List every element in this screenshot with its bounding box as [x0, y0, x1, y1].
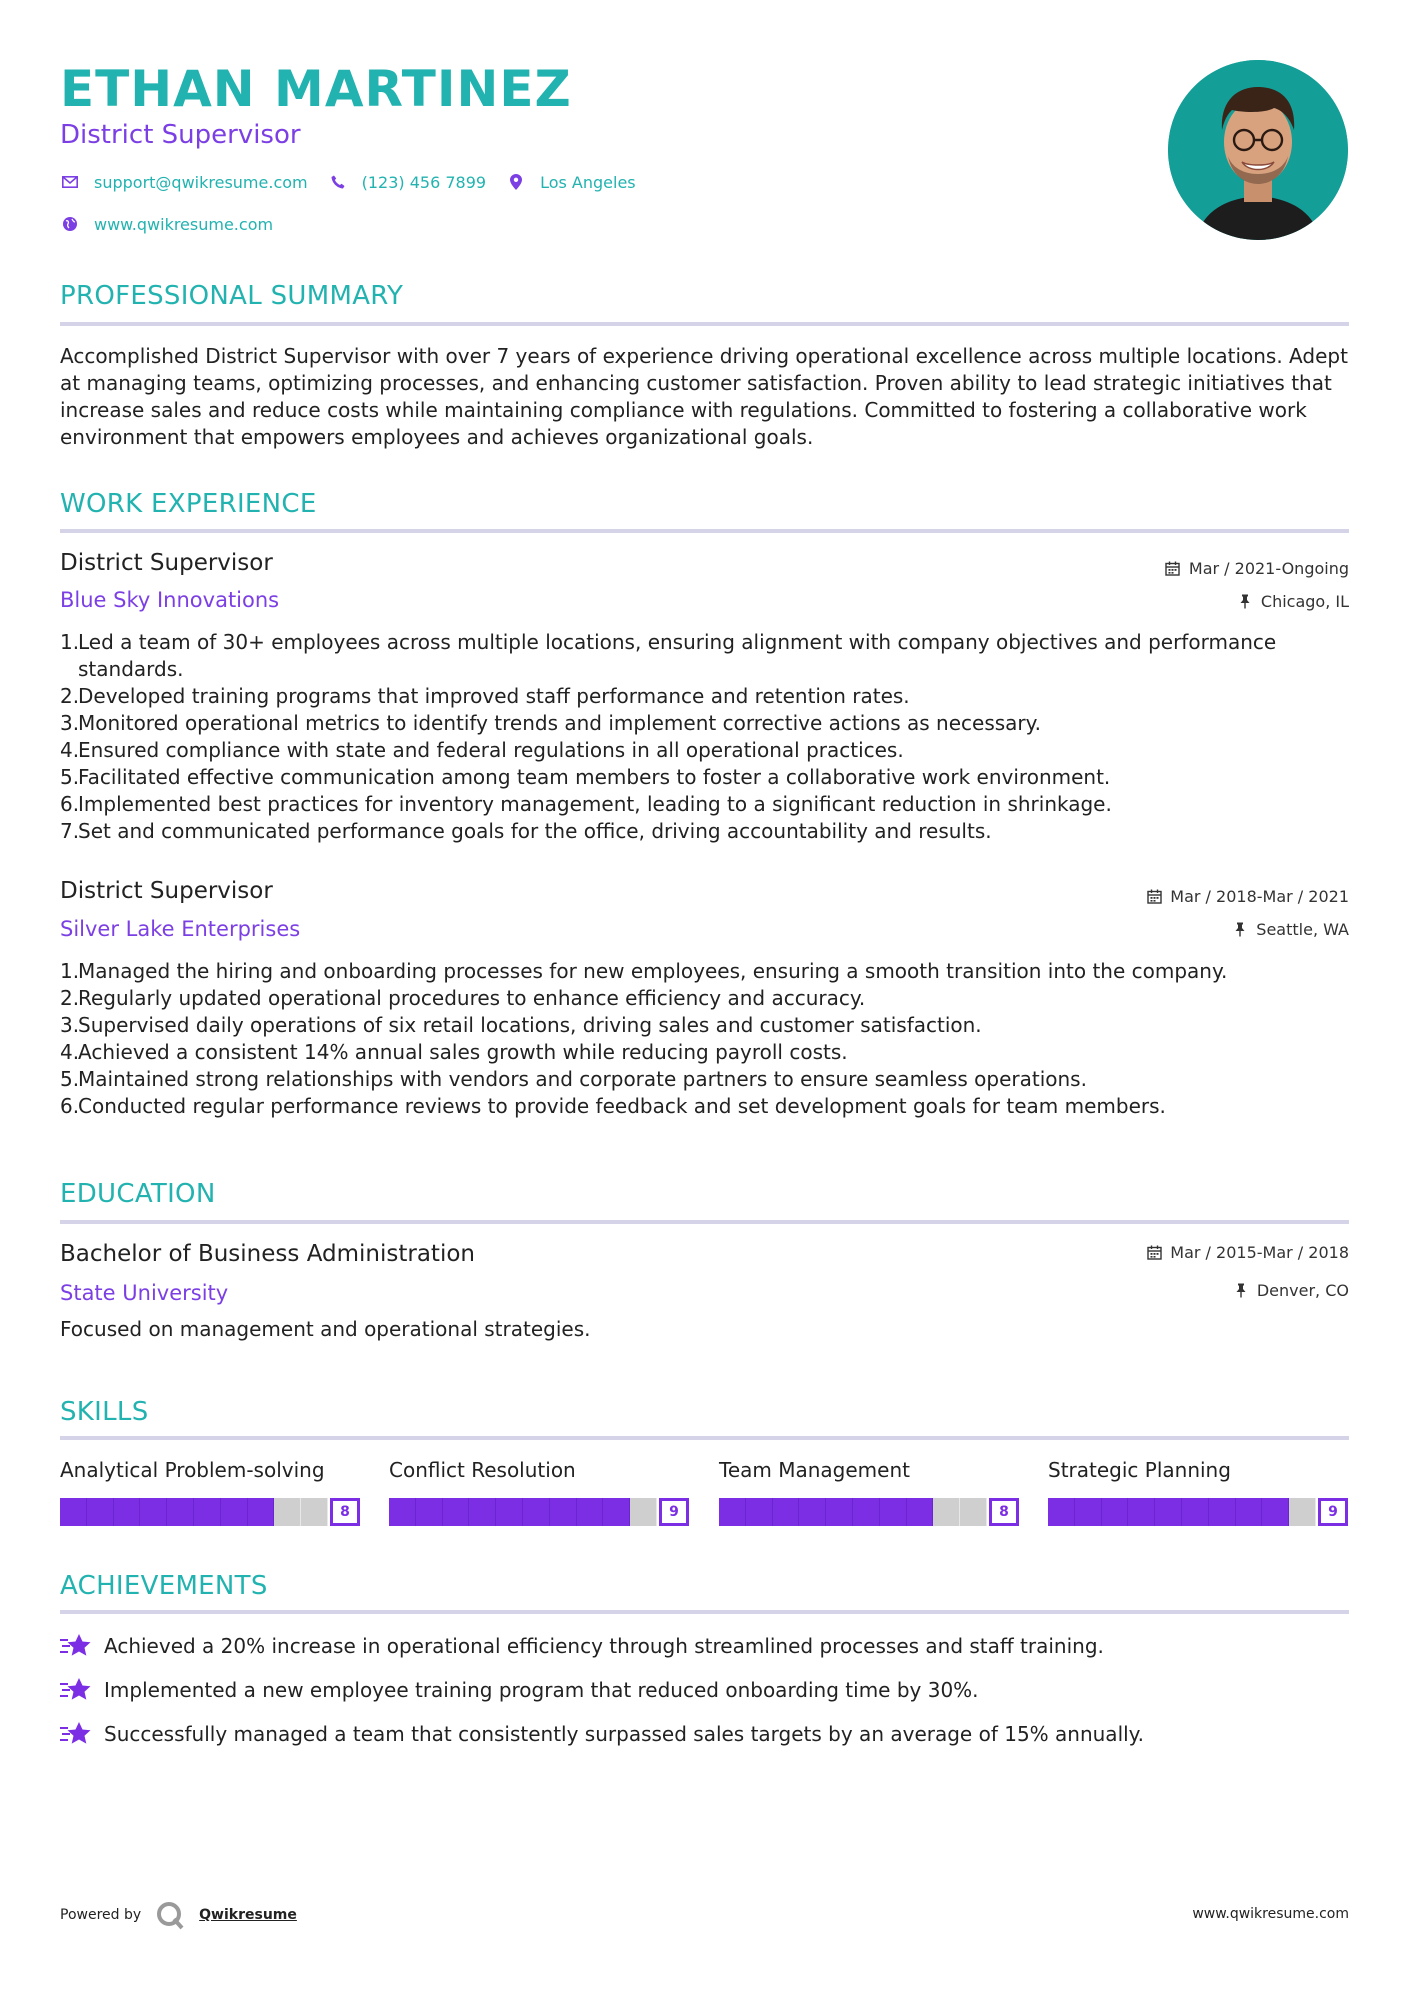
list-item: 1. Led a team of 30+ employees across multiple locations, ensuring alignment with company objectives and performance standards. [60, 630, 1277, 681]
list-item: 3. Monitored operational metrics to identify trends and implement corrective actions as necessary. [60, 711, 1041, 735]
skill-level-segment [1102, 1498, 1129, 1526]
education-title: EDUCATION [60, 1179, 216, 1209]
profile-photo [1168, 60, 1348, 240]
list-item: 4. Achieved a consistent 14% annual sales growth while reducing payroll costs. [60, 1040, 848, 1064]
location-pin-icon [506, 172, 526, 192]
experience-divider [60, 529, 1349, 533]
list-item: 1. Managed the hiring and onboarding processes for new employees, ensuring a smooth transition into the company. [60, 959, 1228, 983]
phone-text: (123) 456 7899 [361, 172, 487, 192]
phone-icon [328, 172, 348, 192]
experience-title: WORK EXPERIENCE [60, 489, 317, 519]
candidate-name: ETHAN MARTINEZ [60, 60, 572, 118]
star-icon [60, 1676, 92, 1704]
skill-level-segment [248, 1498, 275, 1526]
skill-level-segment [140, 1498, 167, 1526]
job-2-dates-text: Mar / 2018-Mar / 2021 [1170, 887, 1349, 906]
achievement-item [60, 1632, 1104, 1660]
skill-item [60, 1458, 360, 1526]
list-item: 2. Developed training programs that improved staff performance and retention rates. [60, 684, 910, 708]
job-1-bullets [60, 629, 1349, 845]
star-icon [60, 1632, 92, 1660]
skill-item [719, 1458, 1019, 1526]
job-2-bullets [60, 958, 1349, 1120]
candidate-role: District Supervisor [60, 120, 301, 150]
contact-location [506, 172, 636, 192]
contact-website[interactable] [60, 214, 273, 234]
skill-level-segment [416, 1498, 443, 1526]
skill-level-segment [773, 1498, 800, 1526]
skill-level-segment [301, 1498, 328, 1526]
summary-title: PROFESSIONAL SUMMARY [60, 281, 404, 311]
education-description: Focused on management and operational strategies. [60, 1317, 591, 1341]
list-item: 5. Maintained strong relationships with vendors and corporate partners to ensure seamless operations. [60, 1067, 1087, 1091]
skills-title: SKILLS [60, 1397, 149, 1427]
skill-level-segment [389, 1498, 416, 1526]
skill-score: 9 [659, 1498, 689, 1526]
skill-level-segment [1155, 1498, 1182, 1526]
footer-powered-by [60, 1900, 297, 1930]
skill-level-segment [221, 1498, 248, 1526]
skills-divider [60, 1436, 1349, 1440]
skill-score: 8 [330, 1498, 360, 1526]
job-1-dates [1165, 559, 1349, 578]
skill-level-segment [87, 1498, 114, 1526]
location-text: Los Angeles [540, 172, 636, 192]
skill-name: Strategic Planning [1048, 1458, 1231, 1482]
skill-level-segment [1128, 1498, 1155, 1526]
skill-level-segment [550, 1498, 577, 1526]
skill-level-segment [907, 1498, 934, 1526]
skill-name: Team Management [719, 1458, 910, 1482]
contact-row-1 [60, 172, 656, 192]
skill-level-segment [523, 1498, 550, 1526]
skill-level-segment [799, 1498, 826, 1526]
education-degree: Bachelor of Business Administration [60, 1241, 475, 1267]
powered-by-label: Powered by [60, 1907, 142, 1923]
calendar-icon [1146, 1245, 1162, 1261]
skill-level-bar [60, 1498, 360, 1526]
skill-level-segment [853, 1498, 880, 1526]
pushpin-icon [1237, 594, 1253, 610]
job-1-location-text: Chicago, IL [1260, 592, 1349, 611]
skill-level-segment [496, 1498, 523, 1526]
skill-level-segment [719, 1498, 746, 1526]
list-item: 3. Supervised daily operations of six retail locations, driving sales and customer satisfaction. [60, 1013, 982, 1037]
pushpin-icon [1233, 1283, 1249, 1299]
skill-level-segment [167, 1498, 194, 1526]
skill-level-segment [469, 1498, 496, 1526]
job-2-title: District Supervisor [60, 878, 273, 904]
skill-level-bar [1048, 1498, 1348, 1526]
list-item: 4. Ensured compliance with state and federal regulations in all operational practices. [60, 738, 904, 762]
skill-level-segment [577, 1498, 604, 1526]
skill-level-segment [1236, 1498, 1263, 1526]
star-icon [60, 1720, 92, 1748]
job-2-location [1232, 920, 1349, 939]
list-item: 7. Set and communicated performance goals for the office, driving accountability and results. [60, 819, 992, 843]
education-school: State University [60, 1281, 229, 1305]
education-dates-text: Mar / 2015-Mar / 2018 [1170, 1243, 1349, 1262]
list-item: 2. Regularly updated operational procedures to enhance efficiency and accuracy. [60, 986, 866, 1010]
pushpin-icon [1232, 922, 1248, 938]
skill-item [1048, 1458, 1348, 1526]
job-2-dates [1146, 887, 1349, 906]
skill-level-segment [274, 1498, 301, 1526]
skill-level-segment [114, 1498, 141, 1526]
achievement-text: Achieved a 20% increase in operational efficiency through streamlined processes and staff training. [104, 1634, 1104, 1658]
skill-level-segment [630, 1498, 657, 1526]
summary-text: Accomplished District Supervisor with over 7 years of experience driving operational excellence across multiple locations. Adept at managing teams, optimizing processes, and enhancing customer satisfaction. Proven ability to lead strategic initiatives that increase sales and reduce costs while maintaining compliance with regulations. Committed to fostering a collaborative work environment that empowers employees and achieves organizational goals. [60, 344, 1348, 449]
envelope-icon [60, 172, 80, 192]
skill-level-segment [826, 1498, 853, 1526]
skill-item [389, 1458, 689, 1526]
skill-level-segment [880, 1498, 907, 1526]
education-divider [60, 1220, 1349, 1224]
contact-row-2 [60, 214, 293, 234]
calendar-icon [1165, 561, 1181, 577]
job-2-location-text: Seattle, WA [1256, 920, 1349, 939]
footer-site[interactable]: www.qwikresume.com [1192, 1906, 1349, 1922]
achievements-title: ACHIEVEMENTS [60, 1571, 268, 1601]
job-1-company: Blue Sky Innovations [60, 588, 280, 612]
skill-level-segment [1075, 1498, 1102, 1526]
skill-level-segment [746, 1498, 773, 1526]
job-1-dates-text: Mar / 2021-Ongoing [1188, 559, 1349, 578]
qwikresume-logo-icon [155, 1900, 185, 1930]
contact-phone[interactable] [328, 172, 486, 192]
skill-level-bar [389, 1498, 689, 1526]
skill-level-segment [1262, 1498, 1289, 1526]
skill-level-segment [60, 1498, 87, 1526]
education-location [1233, 1281, 1349, 1300]
brand-link[interactable]: Qwikresume [199, 1907, 297, 1923]
list-item: 6. Conducted regular performance reviews to provide feedback and set development goals for team members. [60, 1094, 1166, 1118]
skill-level-segment [603, 1498, 630, 1526]
skill-name: Analytical Problem-solving [60, 1458, 325, 1482]
skill-score: 9 [1318, 1498, 1348, 1526]
skill-level-segment [960, 1498, 987, 1526]
summary-divider [60, 322, 1349, 326]
globe-icon [60, 214, 80, 234]
calendar-icon [1146, 889, 1162, 905]
skill-level-segment [1048, 1498, 1075, 1526]
skill-level-bar [719, 1498, 1019, 1526]
job-1-location [1237, 592, 1349, 611]
website-text: www.qwikresume.com [94, 214, 274, 234]
contact-email[interactable] [60, 172, 308, 192]
skill-score: 8 [989, 1498, 1019, 1526]
skill-level-segment [1209, 1498, 1236, 1526]
email-text: support@qwikresume.com [94, 172, 308, 192]
skill-level-segment [194, 1498, 221, 1526]
education-dates [1146, 1243, 1349, 1262]
education-location-text: Denver, CO [1256, 1281, 1349, 1300]
list-item: 6. Implemented best practices for inventory management, leading to a significant reduction in shrinkage. [60, 792, 1112, 816]
achievement-item [60, 1720, 1144, 1748]
achievement-text: Implemented a new employee training program that reduced onboarding time by 30%. [104, 1678, 979, 1702]
skill-level-segment [1182, 1498, 1209, 1526]
job-2-company: Silver Lake Enterprises [60, 917, 301, 941]
achievement-text: Successfully managed a team that consistently surpassed sales targets by an average of 15% annually. [104, 1722, 1145, 1746]
skill-name: Conflict Resolution [389, 1458, 576, 1482]
job-1-title: District Supervisor [60, 550, 273, 576]
skill-level-segment [1289, 1498, 1316, 1526]
skill-level-segment [933, 1498, 960, 1526]
skill-level-segment [443, 1498, 470, 1526]
list-item: 5. Facilitated effective communication among team members to foster a collaborative work environment. [60, 765, 1111, 789]
achievement-item [60, 1676, 979, 1704]
achievements-divider [60, 1610, 1349, 1614]
